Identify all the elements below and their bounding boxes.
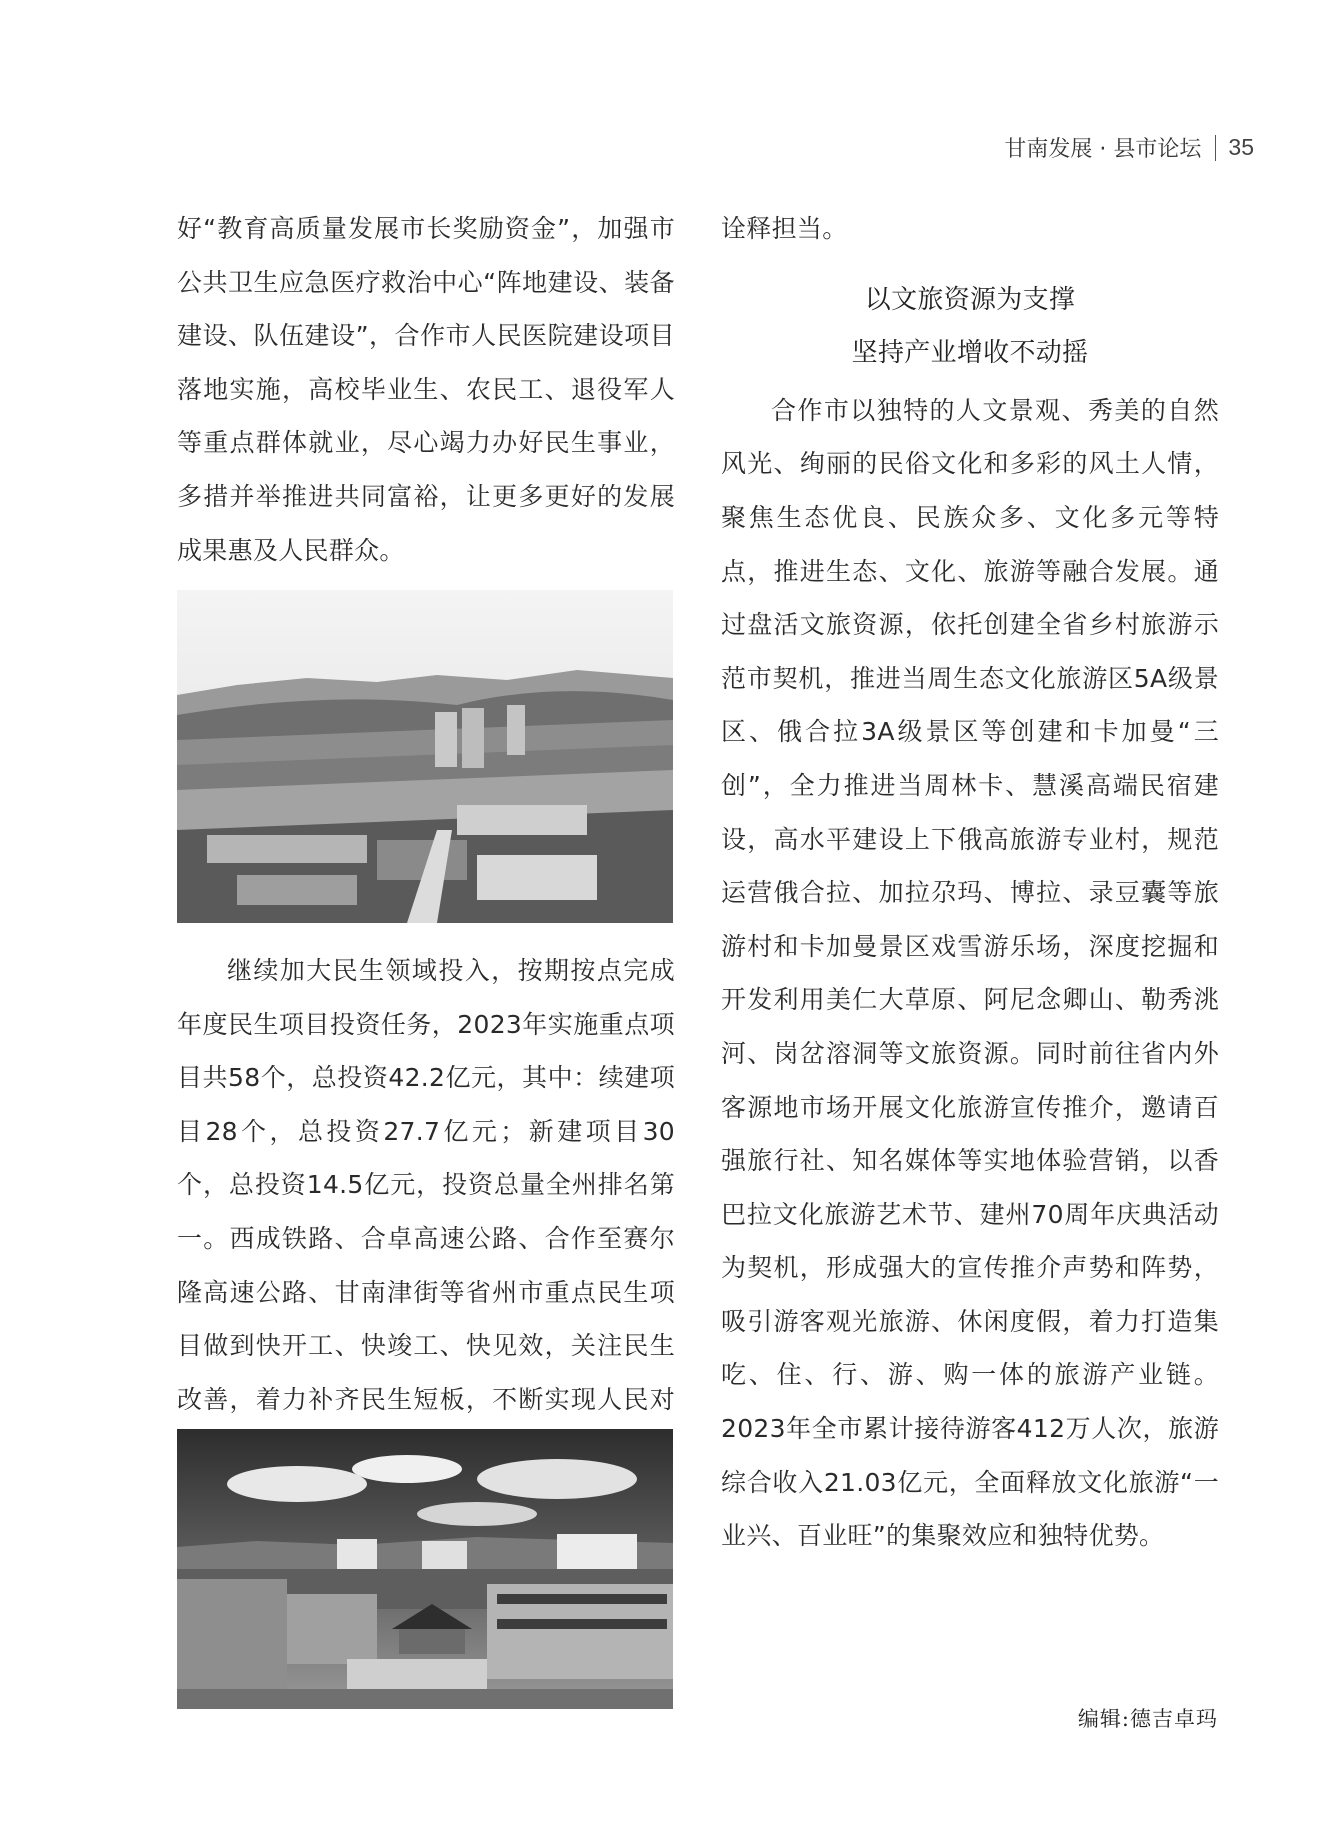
page-number: 35 bbox=[1228, 134, 1254, 160]
left-column-lower bbox=[177, 944, 675, 1480]
right-column bbox=[721, 202, 1219, 1563]
photo-town-square bbox=[177, 1429, 673, 1709]
section-subhead-line-1: 以文旅资源为支撑 bbox=[864, 284, 1076, 315]
editor-credit: 编辑:德吉卓玛 bbox=[1077, 1707, 1218, 1731]
right-paragraph-1: 合作市以独特的人文景观、秀美的自然风光、绚丽的民俗文化和多彩的风土人情，聚焦生态优良、民族众多、文化多元等特点，推进生态、文化、旅游等融合发展。通过盘活文旅资源，依托创建全省乡村旅游示范市契机，推进当周生态文化旅游区5A级景区、俄合拉3A级景区等创建和卡加曼“三创”，全力推进当周林卡、慧溪高端民宿建设，高水平建设上下俄高旅游专业村，规范运营俄合拉、加拉尕玛、博拉、录豆囊等旅游村和卡加曼景区戏雪游乐场，深度挖掘和开发利用美仁大草原、阿尼念卿山、勒秀洮河、岗岔溶洞等文旅资源。同时前往省内外客源地市场开展文化旅游宣传推介，邀请百强旅行社、知名媒体等实地体验营销，以香巴拉文化旅游艺术节、建州70周年庆典活动为契机，形成强大的宣传推介声势和阵势，吸引游客观光旅游、休闲度假，着力打造集吃、住、行、游、购一体的旅游产业链。2023年全市累计接待游客412万人次，旅游综合收入21.03亿元，全面释放文化旅游“一业兴、百业旺”的集聚效应和独特优势。 bbox=[721, 395, 1219, 1551]
section-subhead-line-2: 坚持产业增收不动摇 bbox=[851, 338, 1089, 369]
running-header bbox=[1004, 132, 1254, 163]
left-column bbox=[177, 202, 675, 577]
section-title: 甘南发展 · 县市论坛 bbox=[1004, 137, 1202, 162]
header-divider bbox=[1215, 135, 1216, 161]
photo-construction-site bbox=[177, 590, 673, 923]
left-paragraph-1: 好“教育高质量发展市长奖励资金”，加强市公共卫生应急医疗救治中心“阵地建设、装备建设、队伍建设”，合作市人民医院建设项目落地实施，高校毕业生、农民工、退役军人等重点群体就业，尽心竭力办好民生事业，多措并举推进共同富裕，让更多更好的发展成果惠及人民群众。 bbox=[177, 214, 675, 565]
left-paragraph-2: 继续加大民生领域投入，按期按点完成年度民生项目投资任务，2023年实施重点项目共58个，总投资42.2亿元，其中：续建项目28个，总投资27.7亿元；新建项目30个，总投资14.5亿元，投资总量全州排名第一。西成铁路、合卓高速公路、合作至赛尔隆高速公路、甘南津街等省州市重点民生项目做到快开工、快竣工、快见效，关注民生改善，着力补齐民生短板，不断实现人民对 bbox=[177, 956, 675, 1414]
right-paragraph-0: 诠释担当。 bbox=[721, 214, 848, 243]
